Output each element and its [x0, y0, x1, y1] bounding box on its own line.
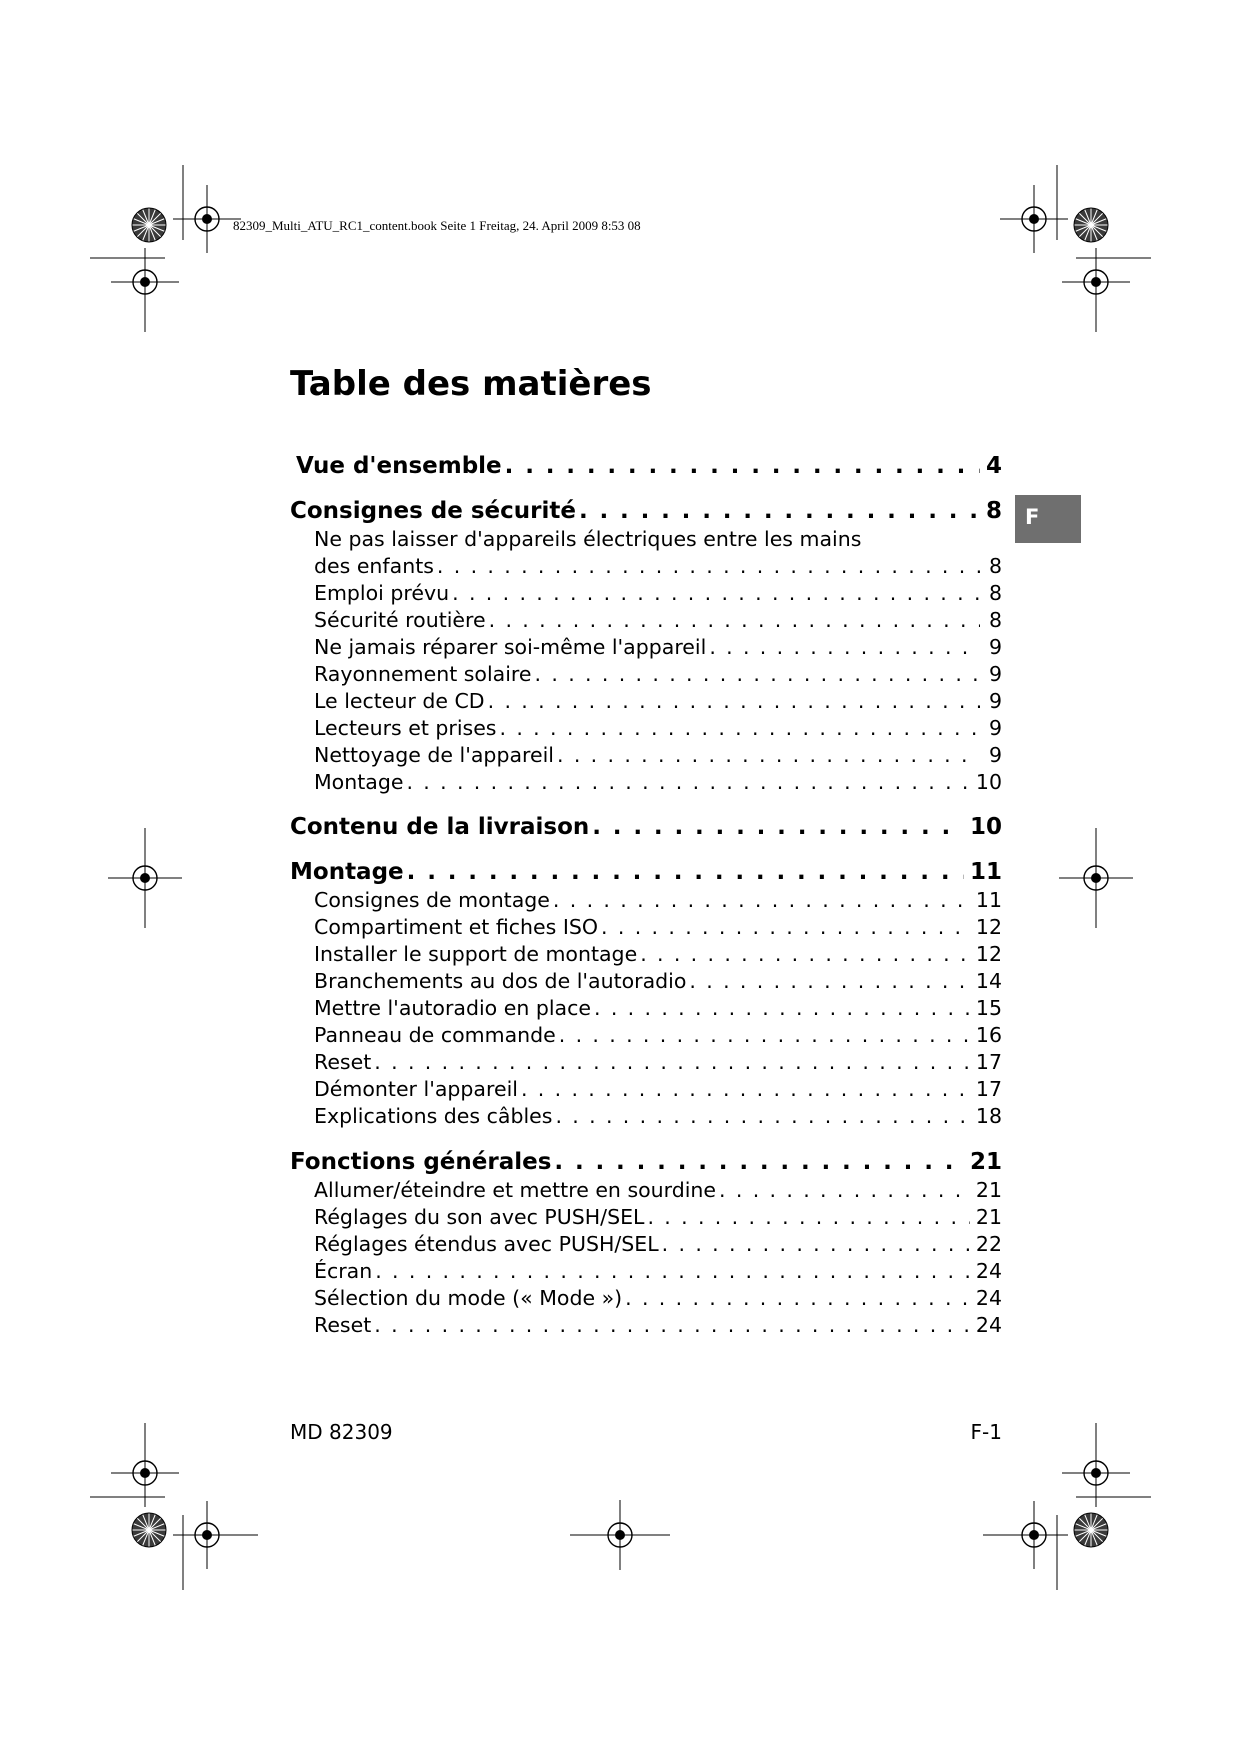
file-slug: 82309_Multi_ATU_RC1_content.book Seite 1 Freitag, 24. April 2009 8:53 08: [233, 218, 641, 233]
color-bar-icon: [1074, 1513, 1108, 1547]
toc-entry[interactable]: Lecteurs et prises . . . 9: [314, 716, 1002, 743]
toc-entry[interactable]: Contenu de la livraison . . . 10: [290, 814, 1002, 841]
dot-leader: [518, 1077, 970, 1101]
toc-entry[interactable]: Écran . . . 24: [314, 1259, 1002, 1286]
dot-leader: [659, 1232, 970, 1256]
dot-leader: [554, 743, 980, 767]
toc-entry[interactable]: Consignes de montage . . . 11: [314, 888, 1002, 915]
language-tab: F: [1015, 495, 1081, 543]
toc-entry[interactable]: Emploi prévu . . . 8: [314, 581, 1002, 608]
dot-leader: [706, 635, 980, 659]
dot-leader: [372, 1259, 970, 1283]
toc-entry[interactable]: Reset . . . 24: [314, 1313, 1002, 1340]
toc-entry[interactable]: Compartiment et fiches ISO . . . 12: [314, 915, 1002, 942]
toc-entry[interactable]: Installer le support de montage . . . 12: [314, 942, 1002, 969]
dot-leader: [371, 1313, 970, 1337]
dot-leader: [576, 498, 980, 524]
dot-leader: [502, 453, 980, 479]
dot-leader: [403, 770, 969, 794]
toc-entry[interactable]: Branchements au dos de l'autoradio . . . 14: [314, 969, 1002, 996]
toc-entry[interactable]: Mettre l'autoradio en place . . . 15: [314, 996, 1002, 1023]
toc-entry[interactable]: Démonter l'appareil . . . 17: [314, 1077, 1002, 1104]
footer-page-number: F-1: [970, 1420, 1002, 1444]
dot-leader: [485, 689, 980, 713]
dot-leader: [532, 662, 980, 686]
toc-entry[interactable]: Le lecteur de CD . . . 9: [314, 689, 1002, 716]
dot-leader: [591, 996, 970, 1020]
dot-leader: [556, 1023, 970, 1047]
toc-entry[interactable]: Sécurité routière . . . 8: [314, 608, 1002, 635]
dot-leader: [449, 581, 980, 605]
toc-entry[interactable]: Réglages du son avec PUSH/SEL . . . 21: [314, 1205, 1002, 1232]
toc-entry[interactable]: Ne pas laisser d'appareils électriques entre les mains: [314, 527, 862, 551]
page-title: Table des matières: [290, 364, 652, 404]
dot-leader: [404, 859, 964, 885]
toc-entry[interactable]: Fonctions générales . . . 21: [290, 1149, 1002, 1176]
dot-leader: [550, 888, 970, 912]
toc-entry[interactable]: Sélection du mode (« Mode ») . . . 24: [314, 1286, 1002, 1313]
toc-entry[interactable]: Panneau de commande . . . 16: [314, 1023, 1002, 1050]
toc-entry[interactable]: des enfants . . . 8: [314, 554, 1002, 581]
dot-leader: [434, 554, 980, 578]
toc-entry[interactable]: Explications des câbles . . . 18: [314, 1104, 1002, 1131]
dot-leader: [716, 1178, 970, 1202]
dot-leader: [371, 1050, 970, 1074]
toc-entry[interactable]: Nettoyage de l'appareil . . . 9: [314, 743, 1002, 770]
toc-entry[interactable]: Allumer/éteindre et mettre en sourdine . . . 21: [314, 1178, 1002, 1205]
toc-entry[interactable]: Consignes de sécurité . . . 8: [290, 498, 1002, 525]
dot-leader: [598, 915, 970, 939]
color-bar-icon: [132, 1513, 166, 1547]
toc-entry[interactable]: Montage . . . 10: [314, 770, 1002, 797]
dot-leader: [637, 942, 970, 966]
dot-leader: [551, 1149, 964, 1175]
toc-entry[interactable]: Vue d'ensemble . . . 4: [296, 453, 1002, 480]
toc-entry[interactable]: Reset . . . 17: [314, 1050, 1002, 1077]
dot-leader: [552, 1104, 969, 1128]
dot-leader: [686, 969, 970, 993]
dot-leader: [486, 608, 980, 632]
dot-leader: [644, 1205, 969, 1229]
color-bar-icon: [1074, 208, 1108, 242]
toc-entry[interactable]: Montage . . . 11: [290, 859, 1002, 886]
dot-leader: [589, 814, 964, 840]
color-bar-icon: [132, 208, 166, 242]
dot-leader: [497, 716, 981, 740]
toc-entry[interactable]: Ne jamais réparer soi-même l'appareil . . . 9: [314, 635, 1002, 662]
registration-mark-icon: [1000, 185, 1068, 253]
footer-model: MD 82309: [290, 1420, 393, 1444]
dot-leader: [622, 1286, 970, 1310]
toc-entry[interactable]: Rayonnement solaire . . . 9: [314, 662, 1002, 689]
toc-entry[interactable]: Réglages étendus avec PUSH/SEL . . . 22: [314, 1232, 1002, 1259]
